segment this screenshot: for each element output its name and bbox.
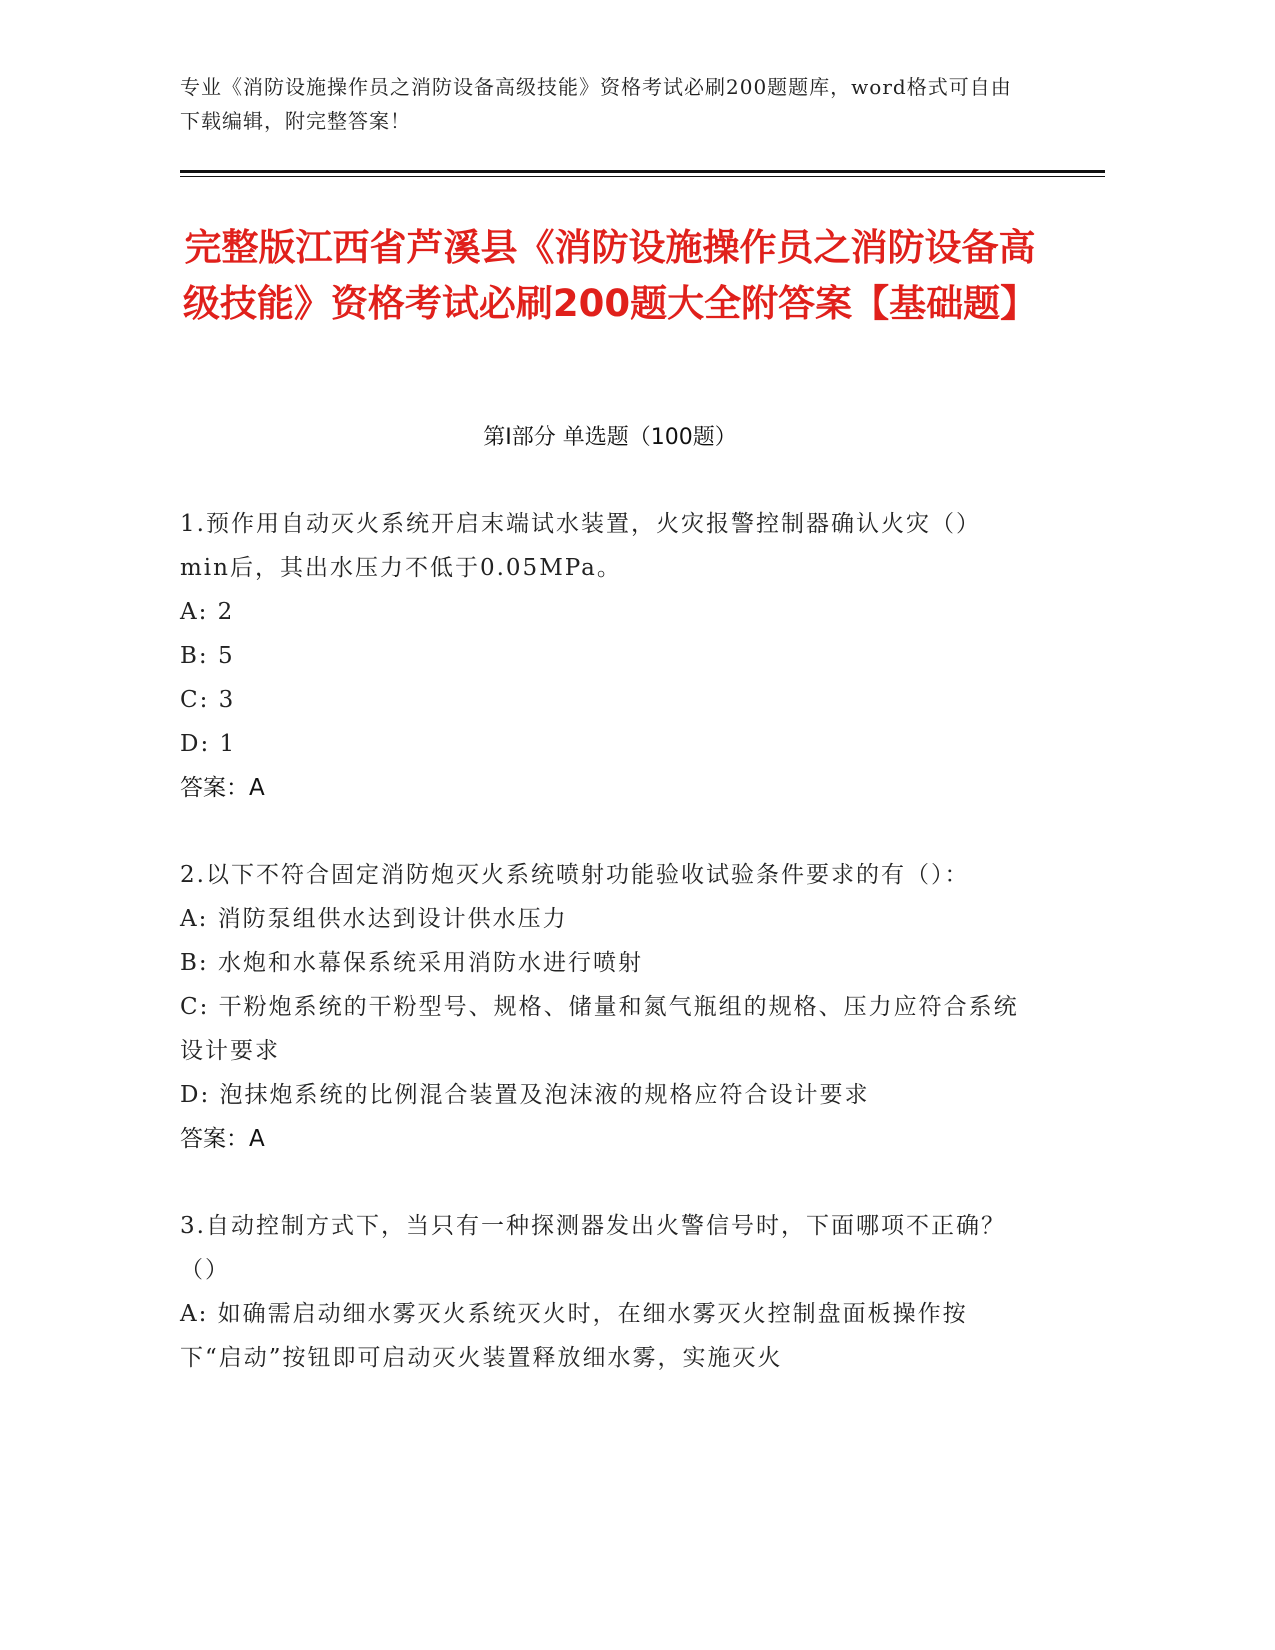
- question-2: [180, 853, 1028, 1161]
- question-1: [180, 502, 1028, 810]
- document-title: 完整版江西省芦溪县《消防设施操作员之消防设备高级技能》资格考试必刷200题大全附答案【基础题】: [182, 226, 1038, 325]
- option-d: D: 1: [180, 731, 237, 757]
- option-a: A: 消防泵组供水达到设计供水压力: [180, 906, 568, 932]
- header-note: 专业《消防设施操作员之消防设备高级技能》资格考试必刷200题题库，word格式可自由下载编辑，附完整答案！: [180, 75, 1012, 133]
- section-heading: 第Ⅰ部分 单选题（100题）: [483, 425, 737, 450]
- option-b: B: 水炮和水幕保系统采用消防水进行喷射: [180, 950, 643, 976]
- answer: 答案：A: [180, 1126, 265, 1152]
- option-c: C: 3: [180, 687, 236, 713]
- question-list: [180, 502, 1028, 1423]
- question-stem: 2.以下不符合固定消防炮灭火系统喷射功能验收试验条件要求的有（）：: [180, 862, 970, 888]
- header-divider-thick: [180, 170, 1105, 173]
- question-stem: 1.预作用自动灭火系统开启末端试水装置，火灾报警控制器确认火灾（）min后，其出水压力不低于0.05MPa。: [180, 511, 981, 581]
- option-d: D: 泡抹炮系统的比例混合装置及泡沫液的规格应符合设计要求: [180, 1082, 870, 1108]
- option-c: C: 干粉炮系统的干粉型号、规格、储量和氮气瓶组的规格、压力应符合系统设计要求: [180, 994, 1019, 1064]
- question-stem: 3.自动控制方式下，当只有一种探测器发出火警信号时，下面哪项不正确？（）: [180, 1213, 1006, 1283]
- header-divider-thin: [180, 176, 1105, 177]
- question-3: [180, 1204, 1028, 1380]
- option-a: A: 如确需启动细水雾灭火系统灭火时，在细水雾灭火控制盘面板操作按下“启动”按钮即可启动灭火装置释放细水雾，实施灭火: [180, 1301, 968, 1371]
- answer: 答案：A: [180, 775, 265, 801]
- option-b: B: 5: [180, 643, 235, 669]
- option-a: A: 2: [180, 599, 235, 625]
